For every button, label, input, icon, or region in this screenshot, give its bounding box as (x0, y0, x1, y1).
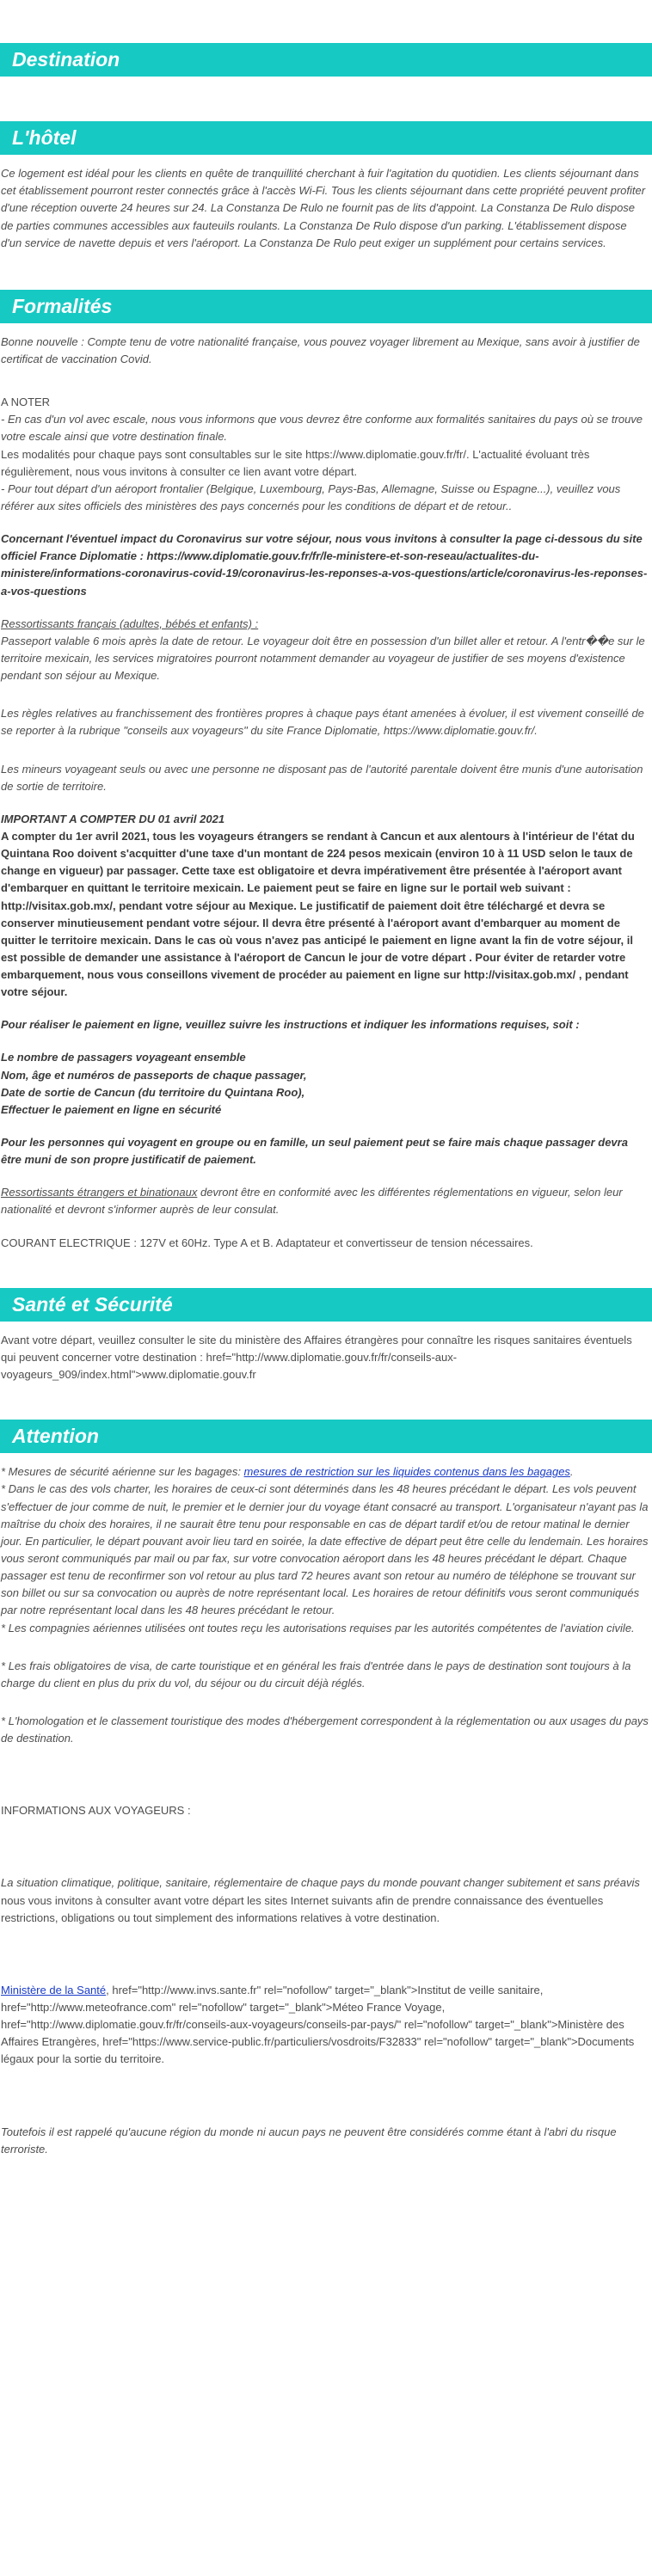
mesures-suffix: . (569, 1465, 574, 1479)
etrangers-rest: devront être en conformité avec les différentes réglementations en vigueur, selon leur nationalité et devront s'informer auprès de leur consulat. (1, 1186, 623, 1217)
consulter-sites: nous vous invitons à consulter avant votre départ les sites Internet suivants afin de prendre connaissance des éventuelles restrictions, obligations ou tout simplement des informations relatives à votre destination. (1, 1893, 604, 1924)
formalites-section (0, 290, 652, 1252)
info-item-2: Nom, âge et numéros de passeports de chaque passager, (1, 1068, 307, 1082)
courant-electrique: COURANT ELECTRIQUE : 127V et 60Hz. Type A et B. Adaptateur et convertisseur de tension nécessaires. (1, 1236, 533, 1249)
regles-frontieres: Les règles relatives au franchissement des frontières propres à chaque pays étant amenées à évoluer, il est vivement conseillé de se reporter à la rubrique "conseils aux voyageurs" du site France Diplomatie, https://www.diplomatie.gouv.fr/. (1, 707, 644, 738)
hotel-section (0, 121, 652, 252)
mineurs-note: Les mineurs voyageant seuls ou avec une personne ne disposant pas de l'autorité parentale doivent être munis d'une autorisation de sortie de territoire. (1, 762, 643, 793)
info-item-3: Date de sortie de Cancun (du territoire du Quintana Roo), (1, 1085, 305, 1099)
mesures-securite (0, 1463, 649, 1481)
situation-pays: La situation climatique, politique, sanitaire, réglementaire de chaque pays du monde pouvant changer subitement et sans préavis (1, 1876, 640, 1890)
vaccination-note: Bonne nouvelle : Compte tenu de votre nationalité française, vous pouvez voyager librement au Mexique, sans avoir à justifier de certificat de vaccination Covid. (1, 334, 640, 365)
destination-section (0, 43, 652, 77)
hotel-description: Ce logement est idéal pour les clients en quête de tranquillité cherchant à fuir l'agitation du quotidien. Les clients séjournant dans cet établissement pourront rester connectés grâce à l'accès Wi-Fi. Tous les clients séjournant dans cette propriété peuvent profiter d'une réception ouverte 24 heures sur 24. La Constanza De Rulo ne fournit pas de lits d'appoint. La Constanza De Rulo dispose de parties communes accessibles aux fauteuils roulants. La Constanza De Rulo dispose d'un parking. L'établissement dispose d'un service de navette depuis et vers l'aéroport. La Constanza De Rulo peut exiger un supplément pour certains services. (1, 167, 646, 249)
pour-realiser: Pour réaliser le paiement en ligne, veuillez suivre les instructions et indiquer les informations requises, soit : (1, 1018, 580, 1032)
ministere-sante-link[interactable]: Ministère de la Santé (1, 1983, 107, 1996)
important-title: IMPORTANT A COMPTER DU 01 avril 2021 (1, 812, 225, 825)
compagnies-aeriennes: * Les compagnies aériennes utilisées ont toutes reçu les autorisations requises par les autorités compétentes de l'aviation civile. (1, 1621, 635, 1635)
ministere-links (0, 1982, 649, 2069)
attention-heading: Attention (0, 1420, 652, 1453)
info-item-1: Le nombre de passagers voyageant ensemble (1, 1051, 246, 1064)
a-noter-modalites: Les modalités pour chaque pays sont consultables sur le site https://www.diplomatie.gouv.fr/fr/. L'actualité évoluant très régulièrement, nous vous invitons à consulter ce lien avant votre départ. (1, 447, 590, 478)
ressortissants-body: Passeport valable 6 mois après la date de retour. Le voyageur doit être en possession d'un billet aller et retour. A l'entr��e sur le territoire mexicain, les services migratoires pourront notamment demander au voyageur de justifier de ses moyens d'existence pendant son séjour au Mexique. (1, 634, 645, 683)
ressortissants-title: Ressortissants français (adultes, bébés et enfants) : (1, 616, 259, 630)
info-item-4: Effectuer le paiement en ligne en sécurité (1, 1102, 222, 1116)
risque-terroriste: Toutefois il est rappelé qu'aucune région du monde ni aucun pays ne peuvent être considérés comme étant à l'abri du risque terroriste. (1, 2125, 617, 2156)
mesures-prefix: * Mesures de sécurité aérienne sur les bagages: (1, 1465, 244, 1479)
frais-obligatoires: * Les frais obligatoires de visa, de carte touristique et en général les frais d'entrée dans le pays de destination sont toujours à la charge du client en plus du prix du vol, du séjour ou du circuit déjà réglés. (1, 1659, 631, 1690)
etrangers-note (0, 1184, 649, 1218)
informations-voyageurs: INFORMATIONS AUX VOYAGEURS : (1, 1804, 191, 1818)
a-noter-title: A NOTER (1, 396, 51, 409)
liquides-restriction-link[interactable]: mesures de restriction sur les liquides contenus dans les bagages (243, 1465, 570, 1479)
a-noter-escale: - En cas d'un vol avec escale, nous vous informons que vous devrez être conforme aux formalités sanitaires du pays où se trouve votre escale ainsi que votre destination finale. (1, 413, 643, 444)
a-noter-frontalier: - Pour tout départ d'un aéroport frontalier (Belgique, Luxembourg, Pays-Bas, Allemagne, Suisse ou Espagne...), veuillez vous référer aux sites officiels des ministères des pays concernés pour les conditions de départ et de retour.. (1, 481, 621, 512)
vols-charter: * Dans le cas des vols charter, les horaires de ceux-ci sont déterminés dans les 48 heures précédant le départ. Les vols peuvent s'effectuer de jour comme de nuit, le premier et le dernier jour du voyage étant consacré au transport. L'organisateur n'ayant pas la maîtrise du choix des horaires, il ne saurait être tenu pour responsable en cas de départ tardif et/ou de retour matinal le dernier jour. En particulier, le départ pouvant avoir lieu tard en soirée, la date effective de départ peut être celle du lendemain. Les horaires vous seront communiqués par mail ou par fax, sur votre convocation aéroport dans les 48 heures précédant le départ. Chaque passager est tenu de reconfirmer son vol retour au plus tard 72 heures avant son retour au numéro de téléphone se trouvant sur son billet ou sur sa convocation ou auprès de notre représentant local. Les horaires de retour définitifs vous seront communiqués par notre représentant local dans les 48 heures précédant le retour. (1, 1482, 649, 1617)
hotel-heading: L'hôtel (0, 121, 652, 155)
formalites-heading: Formalités (0, 290, 652, 323)
sante-body: Avant votre départ, veuillez consulter le site du ministère des Affaires étrangères pour connaître les risques sanitaires éventuels qui peuvent concerner votre destination : href="http://www.diplomatie.gouv.fr/fr/conseils-aux-voyageurs_909/index.html">www.diplomatie.gouv.fr (1, 1333, 632, 1382)
covid-notice: Concernant l'éventuel impact du Coronavirus sur votre séjour, nous vous invitons à consulter la page ci-dessous du site officiel France Diplomatie : https://www.diplomatie.gouv.fr/fr/le-ministere-et-son-reseau/actualites-du-ministere/informations-coronavirus-covid-19/coronavirus-les-reponses-a-vos-questions/article/coronavirus-les-reponses-a-vos-questions (1, 532, 648, 598)
homologation: * L'homologation et le classement touristique des modes d'hébergement correspondent à la réglementation ou aux usages du pays de destination. (1, 1714, 649, 1745)
groupe-note: Pour les personnes qui voyagent en groupe ou en famille, un seul paiement peut se faire mais chaque passager devra être muni de son propre justificatif de paiement. (1, 1136, 628, 1167)
destination-heading: Destination (0, 43, 652, 77)
attention-section (0, 1420, 652, 2158)
etrangers-underlined: Ressortissants étrangers et binationaux (1, 1186, 198, 1199)
sante-section (0, 1288, 652, 1383)
sante-heading: Santé et Sécurité (0, 1288, 652, 1322)
ministere-rest: , href="http://www.invs.sante.fr" rel="nofollow" target="_blank">Institut de veille sanitaire, href="http://www.meteofrance.com" rel="nofollow" target="_blank">Méteo France Voyage, href="http://www.diplomatie.gouv.fr/fr/conseils-aux-voyageurs/conseils-par-pays/" rel="nofollow" target="_blank">Ministère des Affaires Etrangères, href="https://www.service-public.fr/particuliers/vosdroits/F32833" rel="nofollow" target="_blank">Documents légaux pour la sortie du territoire. (1, 1983, 635, 2066)
important-body: A compter du 1er avril 2021, tous les voyageurs étrangers se rendant à Cancun et aux alentours à l'intérieur de l'état du Quintana Roo doivent s'acquitter d'une taxe d'un montant de 224 pesos mexicain (environ 10 à 11 USD selon le taux de change en vigueur) par passager. Cette taxe est obligatoire et devra impérativement être présentée à l'aéroport avant d'embarquer en quittant le territoire mexicain. Le paiement peut se faire en ligne sur le portail web suivant : http://visitax.gob.mx/, pendant votre séjour au Mexique. Le justificatif de paiement doit être téléchargé et devra se conserver minutieusement pendant votre séjour. Il devra être présenté à l'aéroport avant d'embarquer au moment de quitter le territoire mexicain. Dans le cas où vous n'avez pas anticipé le paiement en ligne avant la fin de votre séjour, il est possible de demander une assistance à l'aéroport de Cancun le jour de votre départ . Pour éviter de retarder votre embarquement, nous vous conseillons vivement de procéder au paiement en ligne sur http://visitax.gob.mx/ , pendant votre séjour. (1, 829, 635, 999)
